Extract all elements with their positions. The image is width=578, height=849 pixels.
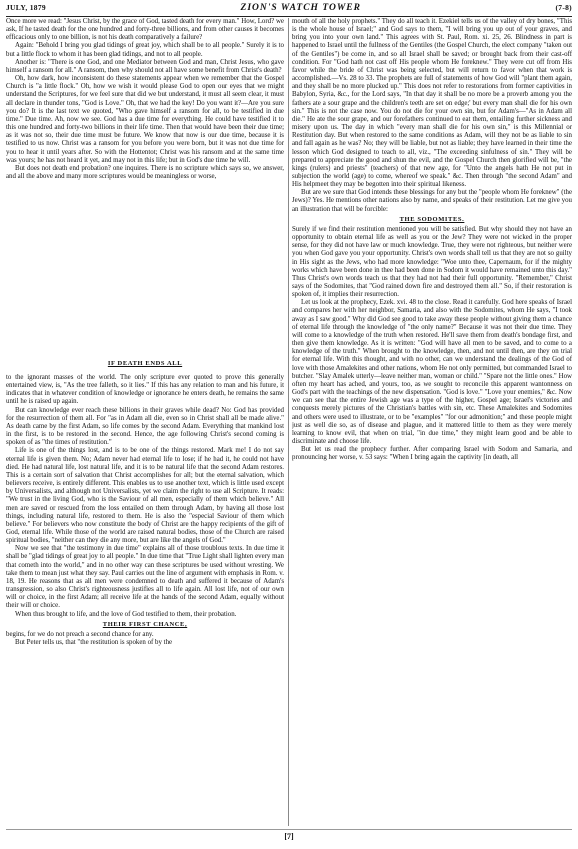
paragraph: begins, for we do not preach a second chance for any. bbox=[6, 630, 154, 638]
section-heading: IF DEATH ENDS ALL bbox=[107, 360, 183, 367]
paragraph: Again: "Behold I bring you glad tidings of great joy, which shall be to all people." Surely it is to but a little flock to whom it has been glad tidings, and not to all people. bbox=[6, 42, 284, 58]
paragraph: Oh, how dark, how inconsistent do these statements appear when we remember that the Gospel Church is "a little flock." Oh, how we wish it would please God to open our eyes that we might understand the Scriptures, for we feel sure that did we but understand, it must all seem clear, it must all declare in thunder tons, "God is Love." Oh, that we had the key! Do you want it?—Are you sure you do? It is the last text we quoted, "Who gave himself a ransom for all, to be testified in due time." Due time. Ah, now we see. God has a due time for everything. He could have testified it to this one hundred and forty-two billions in their life time. Then that would have been their due time; as it was not so, their due time must be future. We know that now is our due time, because it is testified to us now. Christ was a ransom for you before you were born, but it was not due time for you to hear it until years after. So with the Hottentot; Christ was his ransom and at the same time was yours; he has not heard it yet, and may not in this life; but in God's due time he will. bbox=[6, 75, 284, 164]
issue-date: JULY, 1879 bbox=[6, 3, 46, 12]
sodomites-heading: THE SODOMITES. bbox=[399, 215, 465, 223]
paragraph: But can knowledge ever reach these billions in their graves while dead? No: God has provided for the resurrection of them all. For "as in Adam all die, even so in Christ shall all be made alive." As death came by the first Adam, so life comes by the second Adam. Everything that mankind lost in the first, is to be restored in the second. Hence, the age following Christ's second coming is spoken of as "the times of restitution." bbox=[6, 406, 284, 447]
header-rule bbox=[6, 16, 572, 17]
right-column bbox=[292, 18, 572, 818]
paragraph: to the ignorant masses of the world. The only scripture ever quoted to prove this generally entertained view, is, "As the tree falleth, so it lies." If this has any relation to man and his future, it indicates that in whatever condition of knowledge or ignorance he enters death, he remains the same until he is raised up again. bbox=[6, 374, 284, 406]
paragraph: But are we sure that God intends these blessings for any but the "people whom He foreknew" (the Jews)? Yes. He mentions other nations also by name, and speaks of their restitution. Let me give you an illustration that will be forcible: bbox=[292, 189, 572, 213]
page-reference: (7-8) bbox=[555, 3, 572, 12]
paragraph: Life is one of the things lost, and is to be one of the things restored. Mark me! I do not say eternal life is given them. No; Adam never had eternal life to lose; if he had it, he could not have died. He had natural life, lost natural life, and it is to be natural life that the second Adam restores. This is a certain sort of salvation that Christ accomplishes for all; but the eternal salvation, which believers receive, is entirely different. This enables us to use another text, which is little used except by Universalists, and although not Universalists, yet we claim the right to use all Scripture. It reads: "We trust in the living God, who is the Saviour of all men, especially of them which believe." All men are saved or rescued from the loss entailed on them through Adam, by having all those lost things, including natural life, restored to them. He is also the "especial Saviour of them which believe." For believers who now constitute the body of Christ are the happy recipients of the gift of God, eternal life. While those of the world are raised natural bodies, those of the Church are raised spiritual bodies, "neither can they die any more, but are like the angels of God." bbox=[6, 447, 284, 545]
paragraph: Surely if we find their restitution mentioned you will be satisfied. But why should they not have an opportunity to obtain eternal life as well as you or the Jew? They were not wicked in the proper sense, for they did not have law or much knowledge. True, they were not righteous, but neither were you when God gave you your opportunity. Christ's own words shall tell us that they are not so guilty in His sight as the Jews, who had more knowledge: "Woe unto thee, Capernaum, for if the mighty works which have been done in thee had been done in Sodom it would have remained unto this day." Thus Christ's own words teach us that they had not had their full opportunity. "Remember," Christ says of the Sodomites, that "God rained down fire and destroyed them all." So, if their restoration is spoken of, it implies their resurrection. bbox=[292, 225, 572, 299]
paragraph: But let us read the prophecy further. After comparing Israel with Sodom and Samaria, and pronouncing her worse, v. 53 says: "When I bring again the captivity [in death, all bbox=[292, 446, 572, 462]
left-column-bottom bbox=[6, 374, 284, 820]
paragraph: mouth of all the holy prophets." They do all teach it. Ezekiel tells us of the valley of dry bones, "This is the whole house of Israel;" and God says to them, "I will bring you up out of your graves, and bring you into your own land." This agrees with St. Paul, Rom. xi. 25, 26. Blindness in part is happened to Israel until the fullness of the Gentiles (the Gospel Church, the elect company "taken out of the Gentiles") be come in, and so all Israel shall be saved; or brought back from their cast-off condition. For "God hath not cast off His people whom He foreknew." They were cut off from His favor while the bride of Christ was being selected, but will return to favor when that work is accomplished.—Vs. 28 to 33. The prophets are full of statements of how God will "plant them again, and they shall be no more plucked up." This does not refer to restorations from former captivities in Babylon, Syria, &c., for the Lord says, "In that day it shall be no more be a proverb among you the fathers ate a sour grape and the children's teeth are set on edge;' but every man shall die for his own sin." This is not the case now. You do not die for your own sin, but for Adam's—"As in Adam all die." He ate the sour grape, and our forefathers continued to eat them, entailing further sickness and misery upon us. The day in which "every man shall die for his own sin," is this Millennial or Restitution day. But when restored to the same conditions as Adam, will they not be as liable to sin and fall again as he was? No; they will be liable, but not as liable; they have learned in their time the lesson which God designed to teach to all, viz., "The exceeding sinfulness of sin." They will be prepared to appreciate the good and shun the evil, and the Gospel Church then glorified will be, "the kings (rulers) and priests" (teachers) of that new age, for "Unto the angels hath He not put in subjection the world (age) to come, whereof we speak." &c. Then through "the second Adam" and His helpmeet they may be begotten into their spiritual likeness. bbox=[292, 18, 572, 189]
paragraph: Once more we read: "Jesus Christ, by the grace of God, tasted death for every man." How, Lord? we ask, If he tasted death for the one hundred and forty-three billions, and from other causes it becomes efficacious only to one billion, is not his death comparatively a failure? bbox=[6, 18, 284, 42]
paragraph: Let us look at the prophecy, Ezek. xvi. 48 to the close. Read it carefully. God here speaks of Israel and compares her with her neighbor, Samaria, and also with the Sodomites, whom He says, "I took away as I saw good." Why did God see good to take away these people without giving them a chance of eternal life through the knowledge of "the only name?" Because it was not their due time. They will come to a knowledge of the truth when restored. He'll save them from death's bondage first, and then give them knowledge. As it is written: "God will have all men to be saved, and to come to a knowledge of the truth." When brought to the knowledge, then, and not until then, are they on trial for eternal life. With this thought, and with no other, can we understand the dealings of the God of love with those Amalekites and other nations, whom He not only permitted, but commanded Israel to butcher. "Slay Amalek utterly—leave neither man, woman or child." "Spare not the little ones." How often my heart has ached, and yours, too, as we sought to reconcile this apparent wantonness on God's part with the teachings of the new dispensation. "God is love." "Love your enemies," &c. Now we can see that the entire Jewish age was a type of the higher, Gospel age; Israel's victories and conquests merely pictures of the Christian's battles with sin, etc. These Amalekites and Sodomites and others were used to illustrate, or to be "examples" "for our admonition;" and these people might just as well die so, as of disease and plague, and it mattered little to them as they were merely learning to know evil, that when on trial, "in due time," they might learn good and be able to discriminate and choose life. bbox=[292, 299, 572, 445]
page-number: [7] bbox=[284, 832, 294, 841]
paragraph: When thus brought to life, and the love of God testified to them, their probation. bbox=[15, 610, 237, 618]
paragraph: Another is: "There is one God, and one Mediator between God and man, Christ Jesus, who gave himself a ransom for all." A ransom, then why should not all have some benefit from Christ's death? bbox=[6, 58, 284, 74]
page-header bbox=[6, 3, 572, 16]
paragraph: But does not death end probation? one inquires. There is no scripture which says so, we answer, and all the above and many more scriptures would be meaningless or worse, bbox=[6, 164, 284, 180]
publication-title: ZION'S WATCH TOWER bbox=[240, 3, 361, 13]
paragraph: But Peter tells us, that "the restitution is spoken of by the bbox=[15, 639, 173, 646]
footer-rule bbox=[6, 829, 572, 830]
left-column-top bbox=[6, 18, 284, 338]
sub-heading: THEIR FIRST CHANCE, bbox=[102, 620, 188, 628]
column-divider bbox=[288, 18, 289, 826]
paragraph: Now we see that "the testimony in due time" explains all of those troublous texts. In due time it shall be "glad tidings of great joy to all people." In due time that "True Light shall lighten every man that cometh into the world," and in no other way can these scriptures be used without wresting. We take them to mean just what they say. Paul carries out the line of argument with emphasis in Rom. v. 18, 19. He reasons that as all men were condemned to death and suffered it because of Adam's transgression, so also Christ's righteousness justifies all to life again. All lost life, not of our own will or choice, in the first Adam; all receive life at the hands of the second Adam, equally without their will or choice. bbox=[6, 545, 284, 610]
